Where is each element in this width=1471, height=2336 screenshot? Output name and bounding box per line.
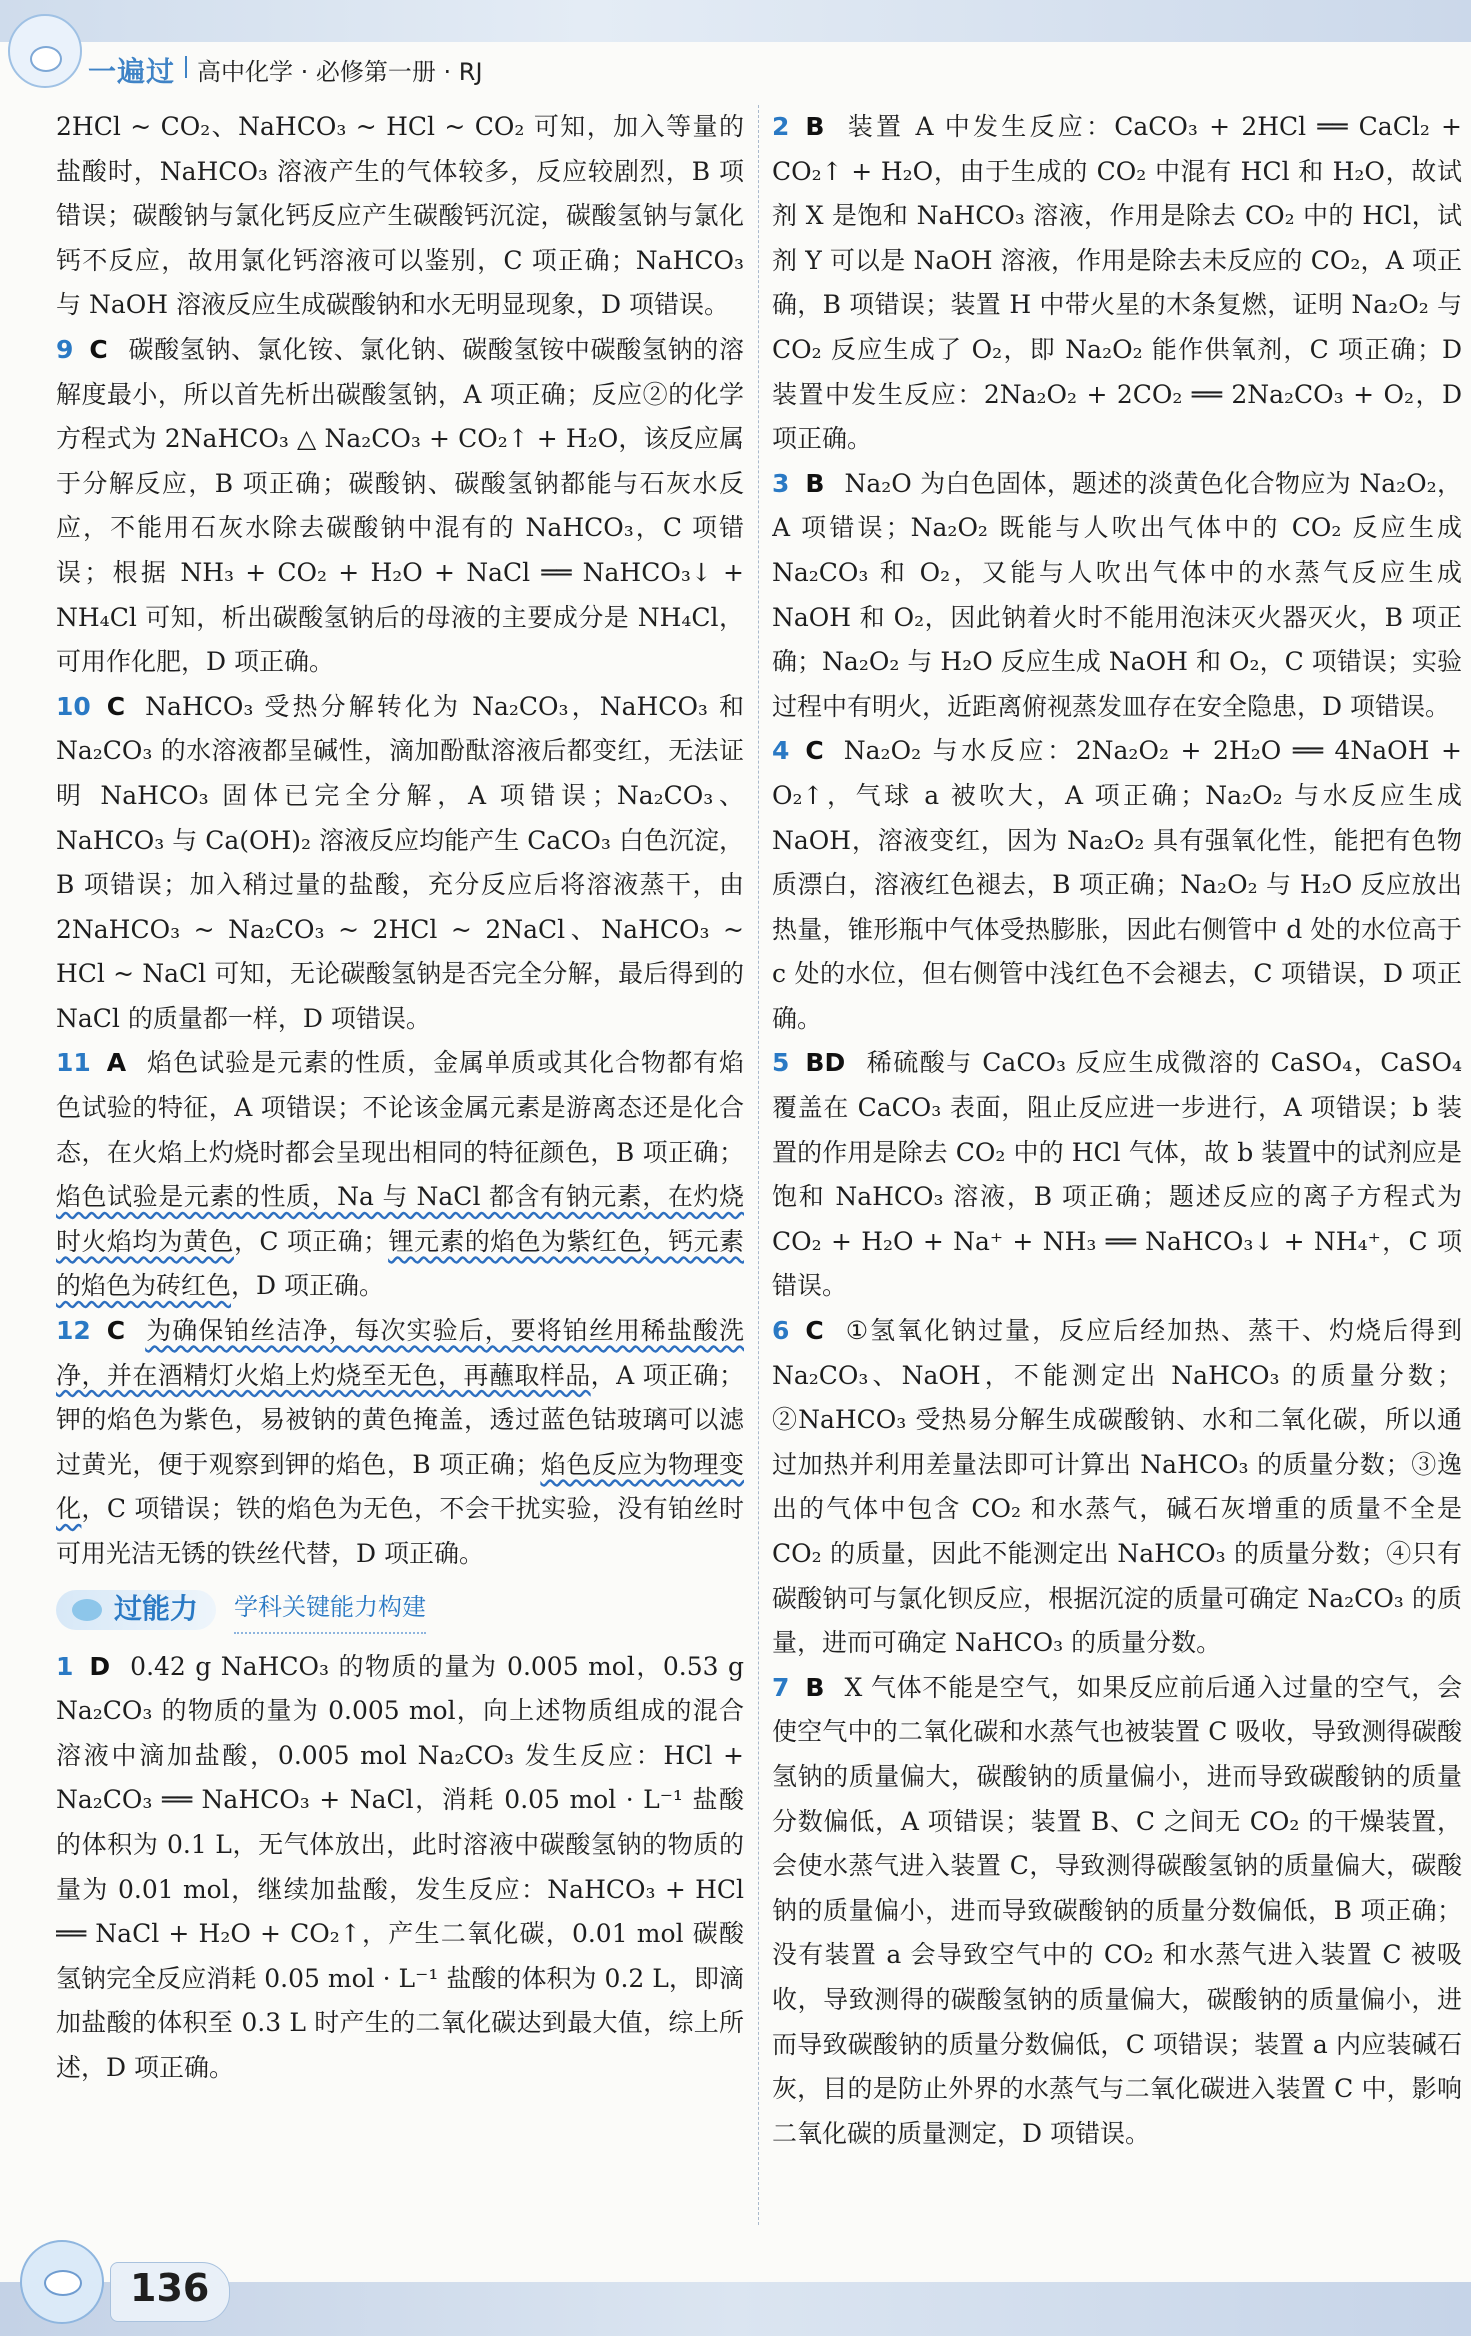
- highlighted-text: 锂元素的焰色为紫红色，钙元素的焰色为砖红色: [56, 1226, 744, 1301]
- answer-letter: D: [89, 1651, 111, 1681]
- question-number: 12: [56, 1316, 91, 1346]
- answer-s7: [772, 1666, 1462, 2157]
- answer-q9: [56, 328, 744, 685]
- star-mascot-icon: [70, 1595, 104, 1625]
- answer-q12: [56, 1309, 744, 1577]
- explanation-text: 碳酸氢钠、氯化铵、氯化钠、碳酸氢铵中碳酸氢钠的溶解度最小，所以首先析出碳酸氢钠，A 项正确；反应②的化学方程式为 2NaHCO₃ △ Na₂CO₃ + CO₂↑ + H₂O，该反应属于分解反应，B 项正确；碳酸钠、碳酸氢钠都能与石灰水反应，不能用石灰水除去碳酸钠中混有的 NaHCO₃，C 项错误；根据 NH₃ + CO₂ + H₂O + NaCl ══ NaHCO₃↓ + NH₄Cl 可知，析出碳酸氢钠后的母液的主要成分是 NH₄Cl，可用作化肥，D 项正确。: [56, 334, 744, 677]
- question-number: 3: [772, 468, 790, 498]
- answer-letter: B: [805, 1672, 825, 1702]
- explanation-text: Na₂O 为白色固体，题述的淡黄色化合物应为 Na₂O₂，A 项错误；Na₂O₂ 既能与人吹出气体中的 CO₂ 反应生成 Na₂CO₃ 和 O₂，又能与人吹出气体中的水蒸气反应生成 NaOH 和 O₂，因此钠着火时不能用泡沫灭火器灭火，B 项正确；Na₂O₂ 与 H₂O 反应生成 NaOH 和 O₂，C 项错误；实验过程中有明火，近距离俯视蒸发皿存在安全隐患，D 项错误。: [772, 468, 1462, 721]
- answer-letter: C: [106, 691, 126, 721]
- page-number: 136: [130, 2266, 210, 2310]
- answer-q11: [56, 1041, 744, 1309]
- explanation-text: NaHCO₃ 受热分解转化为 Na₂CO₃，NaHCO₃ 和 Na₂CO₃ 的水溶液都呈碱性，滴加酚酞溶液后都变红，无法证明 NaHCO₃ 固体已完全分解，A 项错误；Na₂CO₃、NaHCO₃ 与 Ca(OH)₂ 溶液反应均能产生 CaCO₃ 白色沉淀，B 项错误；加入稍过量的盐酸，充分反应后将溶液蒸干，由 2NaHCO₃ ~ Na₂CO₃ ~ 2HCl ~ 2NaCl、NaHCO₃ ~ HCl ~ NaCl 可知，无论碳酸氢钠是否完全分解，最后得到的 NaCl 的质量都一样，D 项错误。: [56, 691, 744, 1033]
- answer-s4: [772, 729, 1462, 1041]
- answer-letter: C: [805, 736, 824, 766]
- answer-s1: [56, 1645, 744, 2091]
- explanation-text: ，D 项正确。: [231, 1271, 385, 1301]
- answer-s2: [772, 105, 1462, 462]
- answer-letter: B: [805, 112, 825, 141]
- brand-name: 一遍过: [88, 55, 176, 88]
- mascot-logo-icon: [8, 14, 82, 88]
- answer-s3: [772, 462, 1462, 730]
- question-number: 11: [56, 1048, 91, 1078]
- answer-letter: A: [106, 1048, 127, 1078]
- mascot-icon: [20, 2240, 104, 2324]
- question-number: 9: [56, 334, 74, 364]
- explanation-text: ①氢氧化钠过量，反应后经加热、蒸干、灼烧后得到 Na₂CO₃、NaOH，不能测定出 NaHCO₃ 的质量分数；②NaHCO₃ 受热易分解生成碳酸钠、水和二氧化碳，所以通过加热并利用差量法即可计算出 NaHCO₃ 的质量分数；③逸出的气体中包含 CO₂ 和水蒸气，碱石灰增重的质量不全是 CO₂ 的质量，因此不能测定出 NaHCO₃ 的质量分数；④只有碳酸钠可与氯化钡反应，根据沉淀的质量可确定 Na₂CO₃ 的质量，进而可确定 NaHCO₃ 的质量分数。: [772, 1316, 1462, 1658]
- answer-q10: [56, 685, 744, 1042]
- section-badge: [56, 1590, 216, 1630]
- question-number: 1: [56, 1651, 74, 1681]
- question-number: 10: [56, 691, 91, 721]
- answer-letter: BD: [805, 1048, 846, 1078]
- header-divider: [185, 56, 187, 78]
- question-number: 4: [772, 736, 790, 766]
- explanation-text: 装置 A 中发生反应：CaCO₃ + 2HCl ══ CaCl₂ + CO₂↑ + H₂O，由于生成的 CO₂ 中混有 HCl 和 H₂O，故试剂 X 是饱和 NaHCO₃ 溶液，作用是除去 CO₂ 中的 HCl，试剂 Y 可以是 NaOH 溶液，作用是除去未反应的 CO₂，A 项正确，B 项错误；装置 H 中带火星的木条复燃，证明 Na₂O₂ 与 CO₂ 反应生成了 O₂，即 Na₂O₂ 能作供氧剂，C 项正确；D 装置中发生反应：2Na₂O₂ + 2CO₂ ══ 2Na₂CO₃ + O₂，D 项正确。: [772, 112, 1462, 454]
- explanation-text: 稀硫酸与 CaCO₃ 反应生成微溶的 CaSO₄，CaSO₄ 覆盖在 CaCO₃ 表面，阻止反应进一步进行，A 项错误；b 装置的作用是除去 CO₂ 中的 HCl 气体，故 b 装置中的试剂应是饱和 NaHCO₃ 溶液，B 项正确；题述反应的离子方程式为 CO₂ + H₂O + Na⁺ + NH₃ ══ NaHCO₃↓ + NH₄⁺，C 项错误。: [772, 1048, 1462, 1301]
- column-divider: [758, 105, 760, 2225]
- explanation-text: 0.42 g NaHCO₃ 的物质的量为 0.005 mol，0.53 g Na₂CO₃ 的物质的量为 0.005 mol，向上述物质组成的混合溶液中滴加盐酸，0.005 mol Na₂CO₃ 发生反应：HCl + Na₂CO₃ ══ NaHCO₃ + NaCl，消耗 0.05 mol · L⁻¹ 盐酸的体积为 0.1 L，无气体放出，此时溶液中碳酸氢钠的物质的量为 0.01 mol，继续加盐酸，发生反应：NaHCO₃ + HCl ══ NaCl + H₂O + CO₂↑，产生二氧化碳，0.01 mol 碳酸氢钠完全反应消耗 0.05 mol · L⁻¹ 盐酸的体积为 0.2 L，即滴加盐酸的体积至 0.3 L 时产生的二氧化碳达到最大值，综上所述，D 项正确。: [56, 1651, 744, 2082]
- explanation-text: Na₂O₂ 与水反应：2Na₂O₂ + 2H₂O ══ 4NaOH + O₂↑，气球 a 被吹大，A 项正确；Na₂O₂ 与水反应生成 NaOH，溶液变红，因为 Na₂O₂ 具有强氧化性，能把有色物质漂白，溶液红色褪去，B 项正确；Na₂O₂ 与 H₂O 反应放出热量，锥形瓶中气体受热膨胀，因此右侧管中 d 处的水位高于 c 处的水位，但右侧管中浅红色不会褪去，C 项错误，D 项正确。: [772, 736, 1462, 1033]
- right-column: [772, 105, 1462, 2225]
- section-header: [56, 1581, 744, 1639]
- explanation-text: ，C 项错误；铁的焰色为无色，不会干扰实验，没有铂丝时可用光洁无锈的铁丝代替，D 项正确。: [56, 1494, 744, 1568]
- explanation-text: X 气体不能是空气，如果反应前后通入过量的空气，会使空气中的二氧化碳和水蒸气也被装置 C 吸收，导致测得碳酸氢钠的质量偏大，碳酸钠的质量偏小，进而导致碳酸钠的质量分数偏低，A 项错误；装置 B、C 之间无 CO₂ 的干燥装置，会使水蒸气进入装置 C，导致测得碳酸氢钠的质量偏大，碳酸钠的质量偏小，进而导致碳酸钠的质量分数偏低，B 项正确；没有装置 a 会导致空气中的 CO₂ 和水蒸气进入装置 C 被吸收，导致测得的碳酸氢钠的质量偏大，碳酸钠的质量偏小，进而导致碳酸钠的质量分数偏低，C 项错误；装置 a 内应装碱石灰，目的是防止外界的水蒸气与二氧化碳进入装置 C 中，影响二氧化碳的质量测定，D 项错误。: [772, 1672, 1462, 2148]
- explanation-text: ，A 项正确；钾的焰色为紫色，易被钠的黄色掩盖，透过蓝色钴玻璃可以滤过黄光，便于观察到钾的焰色，B 项正确；: [56, 1360, 744, 1479]
- answer-letter: B: [805, 468, 825, 498]
- explanation-text: 焰色试验是元素的性质，金属单质或其化合物都有焰色试验的特征，A 项错误；不论该金属元素是游离态还是化合态，在火焰上灼烧时都会呈现出相同的特征颜色，B 项正确；: [56, 1048, 744, 1167]
- highlighted-text: 焰色反应为物理变化: [56, 1449, 744, 1524]
- question-number: 6: [772, 1316, 790, 1346]
- answer-letter: C: [106, 1316, 126, 1346]
- highlighted-text: 焰色试验是元素的性质，Na 与 NaCl 都含有钠元素，在灼烧时火焰均为黄色: [56, 1182, 744, 1256]
- question-number: 5: [772, 1048, 790, 1078]
- section-subtitle: 学科关键能力构建: [234, 1585, 426, 1634]
- left-column: [56, 105, 744, 2225]
- header-band: [0, 0, 1471, 42]
- answer-letter: C: [89, 334, 108, 364]
- answer-s5: [772, 1041, 1462, 1309]
- answer-continuation: 2HCl ~ CO₂、NaHCO₃ ~ HCl ~ CO₂ 可知，加入等量的盐酸时，NaHCO₃ 溶液产生的气体较多，反应较剧烈，B 项错误；碳酸钠与氯化钙反应产生碳酸钙沉淀，碳酸氢钠与氯化钙不反应，故用氯化钙溶液可以鉴别，C 项正确；NaHCO₃ 与 NaOH 溶液反应生成碳酸钠和水无明显现象，D 项错误。: [56, 112, 744, 320]
- question-number: 2: [772, 112, 790, 141]
- question-number: 7: [772, 1672, 790, 1702]
- section-title: 过能力: [114, 1592, 199, 1626]
- book-title: 高中化学 · 必修第一册 · RJ: [197, 58, 483, 86]
- answer-s6: [772, 1309, 1462, 1666]
- explanation-text: ，C 项正确；: [233, 1226, 389, 1256]
- answer-letter: C: [805, 1316, 824, 1346]
- highlighted-text: 为确保铂丝洁净，每次实验后，要将铂丝用稀盐酸洗净，并在酒精灯火焰上灼烧至无色，再蘸取样品: [56, 1316, 744, 1390]
